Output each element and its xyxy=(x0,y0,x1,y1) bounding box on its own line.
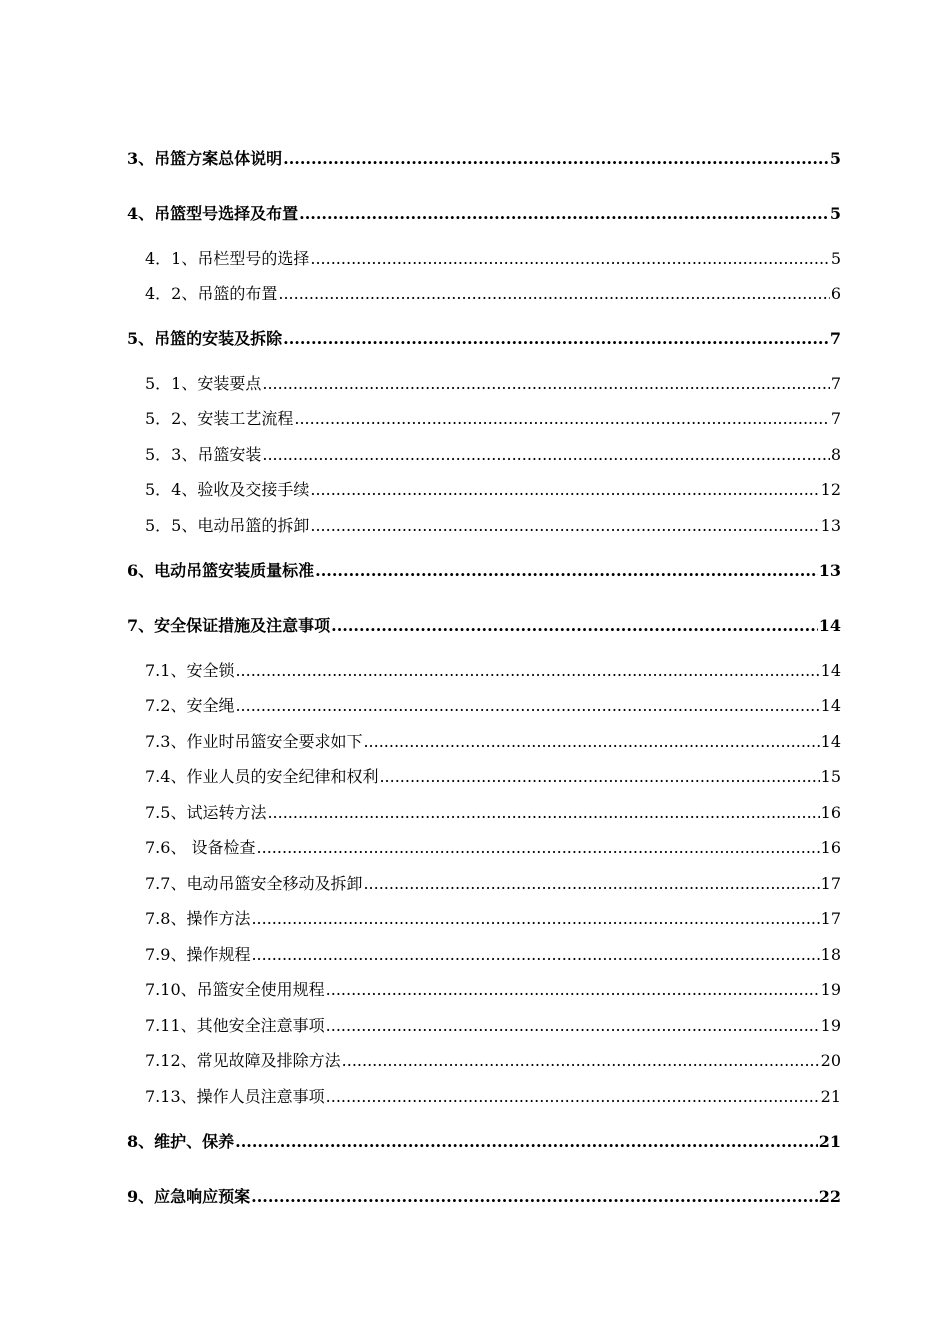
toc-dot-leader xyxy=(326,1015,820,1037)
toc-entry-label: 8、维护、保养 xyxy=(127,1132,235,1151)
toc-entry-7-11[interactable] xyxy=(145,1015,841,1037)
toc-entry-label: 7.5、试运转方法 xyxy=(145,803,267,822)
toc-dot-leader xyxy=(251,944,819,966)
toc-entry-label: 7.12、常见故障及排除方法 xyxy=(145,1051,341,1070)
toc-dot-leader xyxy=(310,248,829,270)
toc-entry-label: 9、应急响应预案 xyxy=(127,1187,251,1206)
toc-entry-label: 5．4、验收及交接手续 xyxy=(145,480,310,499)
toc-entry-label: 7.8、操作方法 xyxy=(145,909,251,928)
toc-entry-7-8[interactable] xyxy=(145,908,841,930)
toc-dot-leader xyxy=(315,560,818,582)
toc-dot-leader xyxy=(299,203,829,225)
toc-page-number: 16 xyxy=(820,838,841,857)
toc-dot-leader xyxy=(283,328,829,350)
toc-page-number: 14 xyxy=(818,616,841,635)
toc-dot-leader xyxy=(363,731,819,753)
toc-dot-leader xyxy=(342,1050,820,1072)
toc-page-number: 17 xyxy=(820,874,841,893)
toc-page-number: 8 xyxy=(830,445,841,464)
toc-entry-label: 7.13、操作人员注意事项 xyxy=(145,1087,325,1106)
toc-dot-leader xyxy=(267,802,819,824)
toc-entry-4[interactable] xyxy=(127,203,841,225)
toc-entry-5-3[interactable] xyxy=(145,444,841,466)
toc-entry-7-13[interactable] xyxy=(145,1086,841,1108)
toc-entry-label: 4．1、吊栏型号的选择 xyxy=(145,249,310,268)
toc-entry-label: 7.1、安全锁 xyxy=(145,661,235,680)
toc-page-number: 6 xyxy=(830,284,841,303)
toc-page-number: 18 xyxy=(820,945,841,964)
toc-page-number: 20 xyxy=(820,1051,841,1070)
toc-dot-leader xyxy=(251,908,819,930)
toc-page-number: 19 xyxy=(820,1016,841,1035)
toc-entry-4-2[interactable] xyxy=(145,283,841,305)
toc-entry-label: 5．5、电动吊篮的拆卸 xyxy=(145,516,310,535)
toc-entry-4-1[interactable] xyxy=(145,248,841,270)
toc-entry-7-5[interactable] xyxy=(145,802,841,824)
toc-dot-leader xyxy=(283,148,829,170)
toc-entry-label: 7.9、操作规程 xyxy=(145,945,251,964)
toc-entry-5-1[interactable] xyxy=(145,373,841,395)
toc-entry-label: 5、吊篮的安装及拆除 xyxy=(127,329,283,348)
toc-dot-leader xyxy=(363,873,819,895)
toc-dot-leader xyxy=(294,408,829,430)
toc-dot-leader xyxy=(257,837,820,859)
toc-page-number: 7 xyxy=(830,374,841,393)
toc-entry-3[interactable] xyxy=(127,148,841,170)
toc-entry-7-4[interactable] xyxy=(145,766,841,788)
toc-dot-leader xyxy=(262,444,829,466)
toc-dot-leader xyxy=(278,283,829,305)
toc-entry-label: 7.7、电动吊篮安全移动及拆卸 xyxy=(145,874,363,893)
toc-page-number: 14 xyxy=(820,732,841,751)
toc-page-number: 17 xyxy=(820,909,841,928)
toc-entry-6[interactable] xyxy=(127,560,841,582)
toc-entry-7-6[interactable] xyxy=(145,837,841,859)
toc-entry-5[interactable] xyxy=(127,328,841,350)
toc-entry-label: 7、安全保证措施及注意事项 xyxy=(127,616,331,635)
toc-dot-leader xyxy=(379,766,819,788)
toc-page-number: 5 xyxy=(829,204,841,223)
toc-page-number: 5 xyxy=(830,249,841,268)
toc-page-number: 16 xyxy=(820,803,841,822)
toc-entry-7-12[interactable] xyxy=(145,1050,841,1072)
toc-page-number: 7 xyxy=(829,329,841,348)
toc-entry-label: 7.4、作业人员的安全纪律和权利 xyxy=(145,767,379,786)
toc-entry-label: 7.2、安全绳 xyxy=(145,696,235,715)
toc-entry-7-2[interactable] xyxy=(145,695,841,717)
toc-dot-leader xyxy=(235,660,819,682)
toc-entry-label: 6、电动吊篮安装质量标准 xyxy=(127,561,315,580)
toc-entry-label: 5．3、吊篮安装 xyxy=(145,445,262,464)
toc-dot-leader xyxy=(326,1086,820,1108)
toc-entry-label: 5．2、安装工艺流程 xyxy=(145,409,294,428)
toc-page-number: 22 xyxy=(818,1187,841,1206)
toc-dot-leader xyxy=(310,479,819,501)
toc-entry-label: 5．1、安装要点 xyxy=(145,374,262,393)
toc-entry-7-10[interactable] xyxy=(145,979,841,1001)
toc-dot-leader xyxy=(251,1186,818,1208)
toc-dot-leader xyxy=(262,373,829,395)
toc-entry-label: 4．2、吊篮的布置 xyxy=(145,284,278,303)
toc-entry-9[interactable] xyxy=(127,1186,841,1208)
toc-entry-7[interactable] xyxy=(127,615,841,637)
toc-entry-7-7[interactable] xyxy=(145,873,841,895)
toc-page-number: 21 xyxy=(820,1087,841,1106)
toc-page-number: 19 xyxy=(820,980,841,999)
toc-entry-5-5[interactable] xyxy=(145,515,841,537)
toc-entry-label: 7.6、 设备检查 xyxy=(145,838,256,857)
toc-page-number: 21 xyxy=(818,1132,841,1151)
toc-entry-label: 3、吊篮方案总体说明 xyxy=(127,149,283,168)
toc-page-number: 13 xyxy=(818,561,841,580)
toc-entry-5-4[interactable] xyxy=(145,479,841,501)
toc-page-number: 14 xyxy=(820,661,841,680)
toc-dot-leader xyxy=(326,979,820,1001)
toc-page-number: 13 xyxy=(820,516,841,535)
toc-dot-leader xyxy=(310,515,819,537)
toc-dot-leader xyxy=(235,695,819,717)
toc-entry-label: 7.3、作业时吊篮安全要求如下 xyxy=(145,732,363,751)
toc-page-number: 12 xyxy=(820,480,841,499)
toc-page-number: 5 xyxy=(829,149,841,168)
toc-entry-label: 7.11、其他安全注意事项 xyxy=(145,1016,325,1035)
toc-entry-7-1[interactable] xyxy=(145,660,841,682)
toc-entry-label: 7.10、吊篮安全使用规程 xyxy=(145,980,325,999)
toc-entry-7-9[interactable] xyxy=(145,944,841,966)
toc-page-number: 15 xyxy=(820,767,841,786)
toc-page-number: 14 xyxy=(820,696,841,715)
toc-dot-leader xyxy=(331,615,818,637)
toc-entry-7-3[interactable] xyxy=(145,731,841,753)
toc-page-number: 7 xyxy=(830,409,841,428)
toc-entry-8[interactable] xyxy=(127,1131,841,1153)
toc-dot-leader xyxy=(235,1131,818,1153)
toc-entry-5-2[interactable] xyxy=(145,408,841,430)
toc-entry-label: 4、吊篮型号选择及布置 xyxy=(127,204,299,223)
